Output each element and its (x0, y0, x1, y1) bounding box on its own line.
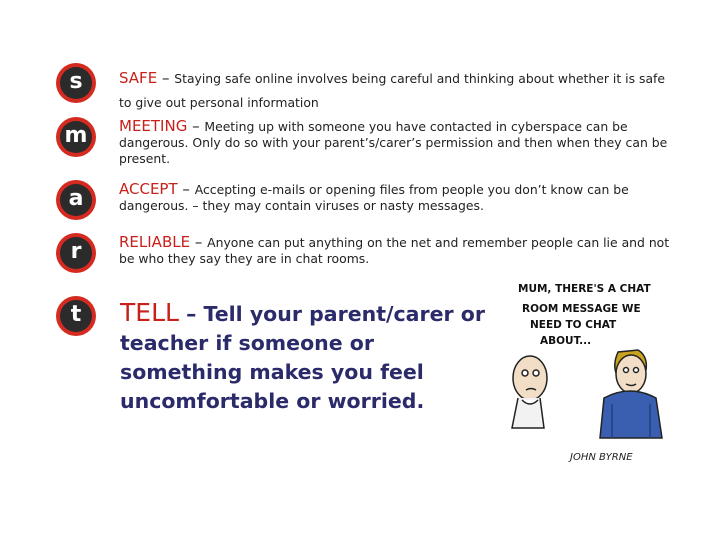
accept-paragraph: ACCEPT – Accepting e-mails or opening files from people you don’t know can be dangerous. – they may contain viruses or nasty messages. (119, 180, 629, 213)
cartoon-illustration (500, 278, 680, 468)
letter-badge-a: a (56, 180, 96, 220)
cartoon-speech-line-4: ABOUT... (540, 335, 592, 347)
safe-paragraph: SAFE – Staying safe online involves being careful and thinking about whether it is safe to give out personal information (119, 69, 666, 110)
letter-badge-r: r (56, 233, 96, 273)
left-figure-icon (512, 356, 547, 428)
accept-heading: ACCEPT (119, 180, 178, 198)
reliable-text: Anyone can put anything on the net and remember people can lie and not be who they say they are in chat rooms. (119, 235, 670, 266)
meeting-paragraph: MEETING – Meeting up with someone you have contacted in cyberspace can be dangerous. Only do so with your parent’s/carer’s permission and then when they can be present. (119, 117, 668, 166)
tell-heading: TELL (120, 298, 179, 327)
letter-badge-s: s (56, 63, 96, 103)
safe-text: Staying safe online involves being careful and thinking about whether it is safe to give out personal information (119, 71, 666, 110)
accept-text: Accepting e-mails or opening files from people you don’t know can be dangerous. – they may contain viruses or nasty messages. (119, 182, 629, 213)
cartoon-signature: JOHN BYRNE (570, 452, 633, 463)
meeting-text: Meeting up with someone you have contacted in cyberspace can be dangerous. Only do so with your parent’s/carer’s permission and then when they can be present. (119, 119, 668, 166)
tell-paragraph: TELL – Tell your parent/carer or teacher if someone or something makes you feel uncomfortable or worried. (120, 298, 485, 413)
letter-badge-t: t (56, 296, 96, 336)
safe-heading: SAFE (119, 69, 158, 87)
reliable-heading: RELIABLE (119, 233, 191, 251)
reliable-paragraph: RELIABLE – Anyone can put anything on the net and remember people can lie and not be who they say they are in chat rooms. (119, 233, 670, 266)
cartoon-speech-line-1: MUM, THERE'S A CHAT (518, 283, 651, 295)
tell-text: Tell your parent/carer or teacher if someone or something makes you feel uncomfortable or worried. (120, 302, 485, 413)
cartoon-speech-line-3: NEED TO CHAT (530, 319, 617, 331)
letter-badge-m: m (56, 117, 96, 157)
right-figure-icon (600, 350, 662, 438)
meeting-heading: MEETING (119, 117, 188, 135)
cartoon-speech-line-2: ROOM MESSAGE WE (522, 303, 641, 315)
